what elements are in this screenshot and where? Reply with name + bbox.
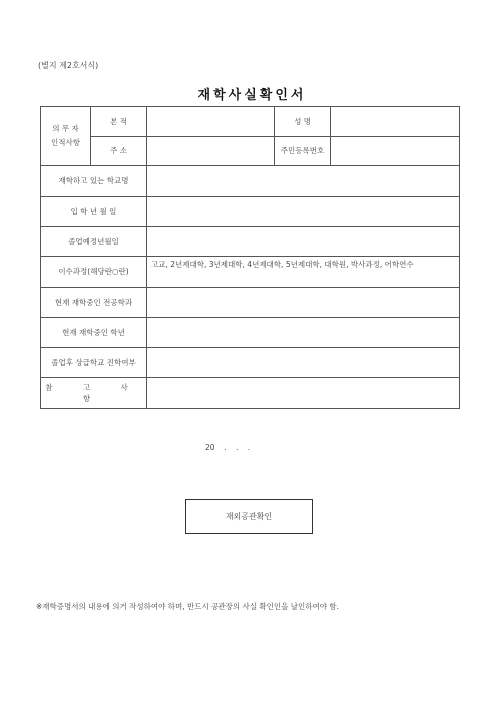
footer-note: ※재학증명서의 내용에 의거 작성하여야 하며, 반드시 공관장의 사실 확인인을 날인하여야 함. [36,602,339,611]
admission-date-field[interactable] [147,196,460,227]
embassy-confirmation-box[interactable] [185,499,313,534]
major-label: 현재 재학중인 전공학과 [41,287,147,318]
course-options[interactable]: 고교, 2년제대학, 3년제대학, 4년제대학, 5년제대학, 대학원, 박사과정, 어학연수 [147,256,460,287]
further-study-field[interactable] [147,347,460,378]
school-name-field[interactable] [147,166,460,197]
name-label: 성 명 [275,107,331,137]
document-title: 재학사실확인서 [197,88,307,103]
school-name-label: 재학하고 있는 학교명 [41,166,147,197]
major-field[interactable] [147,287,460,318]
confirmation-form-table [40,106,460,409]
grade-label: 현재 재학중인 학년 [41,318,147,348]
further-study-label: 졸업후 상급학교 진학여부 [41,347,147,378]
name-field[interactable] [331,107,460,137]
embassy-confirmation-label: 재외공관확인 [225,512,273,521]
form-code: (별지 제2호서식) [38,61,99,70]
course-label: 이수과정(해당란○란) [41,256,147,287]
grade-field[interactable] [147,318,460,348]
obligor-label-line1: 의 무 자 [52,124,79,134]
obligor-label-line2: 인적사항 [51,138,80,148]
expected-graduation-label: 졸업예정년월일 [41,227,147,257]
obligor-info-label [41,107,91,166]
address-field[interactable] [147,136,275,166]
expected-graduation-field[interactable] [147,227,460,257]
date-line: 20 . . . [205,443,251,452]
registered-domicile-label: 본 적 [91,107,147,137]
resident-number-label: 주민등록번호 [275,136,331,166]
remarks-label: 참 고 사 항 [41,378,147,409]
admission-date-label: 입 학 년 월 일 [41,196,147,227]
remarks-field[interactable] [147,378,460,409]
resident-number-field[interactable] [331,136,460,166]
address-label: 주 소 [91,136,147,166]
registered-domicile-field[interactable] [147,107,275,137]
